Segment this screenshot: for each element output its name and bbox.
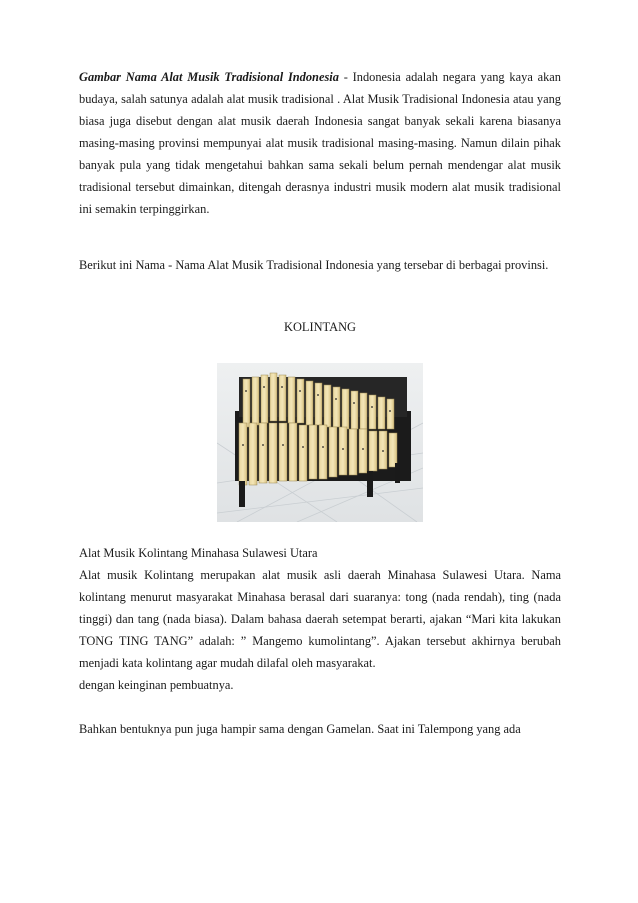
- kolintang-section: [79, 542, 561, 696]
- intro-lead: Gambar Nama Alat Musik Tradisional Indonesia: [79, 70, 339, 84]
- kolintang-photo: [217, 363, 423, 522]
- intro-text: - Indonesia adalah negara yang kaya akan budaya, salah satunya adalah alat musik tradisional . Alat Musik Tradisional Indonesia atau yang biasa juga disebut dengan alat musik daerah Indonesia sangat banyak sekali karena biasanya masing-masing provinsi mempunyai alat musik tradisional masing-masing. Namun dilain pihak banyak pula yang tidak mengetahui bahkan sama sekali belum pernah mendengar alat musik tradisional tersebut dimainkan, ditengah derasnya industri musik modern alat musik tradisional ini semakin terpinggirkan.: [79, 70, 562, 216]
- kolintang-trailing-line: dengan keinginan pembuatnya.: [79, 678, 234, 692]
- kolintang-paragraph: Alat musik Kolintang merupakan alat musik asli daerah Minahasa Sulawesi Utara. Nama kolintang menurut masyarakat Minahasa berasal dari suaranya: tong (nada rendah), ting (nada tinggi) dan tang (nada biasa). Dalam bahasa daerah setempat berarti, ajakan “Mari kita lakukan TONG TING TANG” adalah: ” Mangemo kumolintang”. Ajakan tersebut akhirnya berubah menjadi kata kolintang agar mudah dilafal oleh masyarakat.: [79, 568, 561, 670]
- intro-paragraph: [79, 66, 561, 220]
- last-paragraph: Bahkan bentuknya pun juga hampir sama dengan Gamelan. Saat ini Talempong yang ada: [79, 722, 521, 736]
- list-intro-paragraph: Berikut ini Nama - Nama Alat Musik Tradisional Indonesia yang tersebar di berbagai provinsi.: [79, 258, 549, 272]
- section-heading: KOLINTANG: [284, 320, 356, 334]
- kolintang-caption: Alat Musik Kolintang Minahasa Sulawesi Utara: [79, 546, 318, 560]
